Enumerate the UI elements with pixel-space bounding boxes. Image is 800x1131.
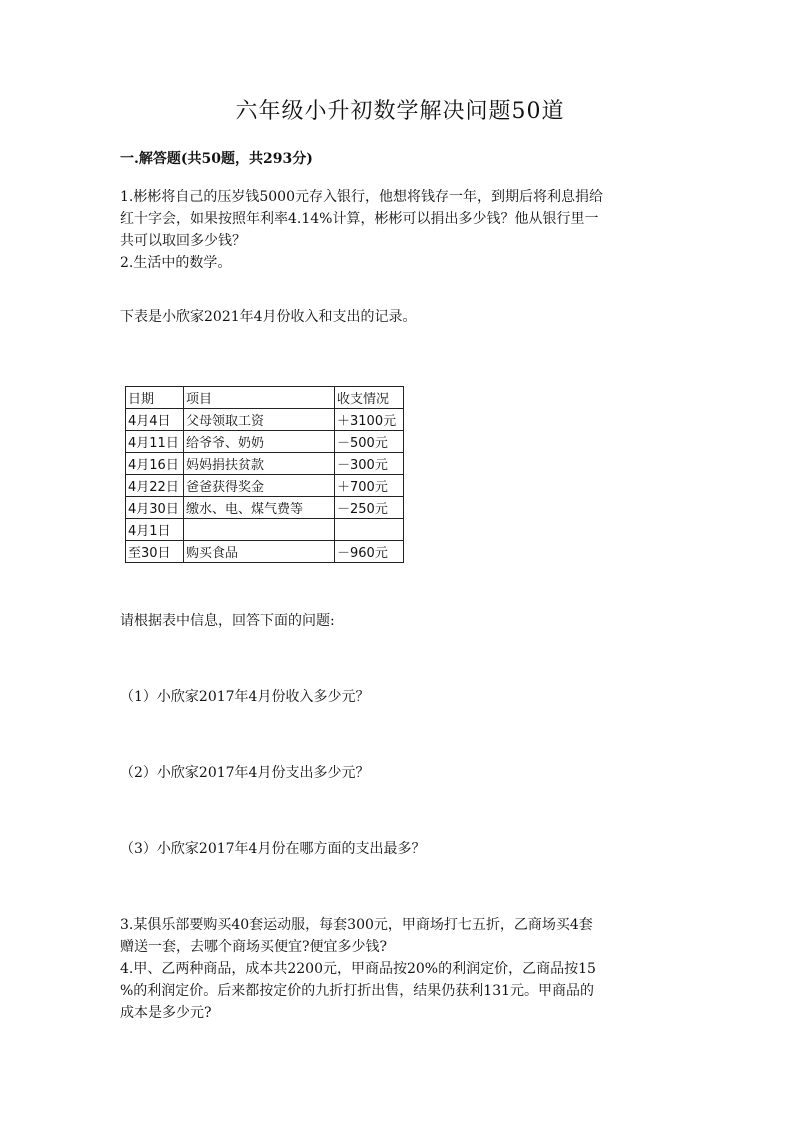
problem-3 bbox=[120, 914, 690, 1024]
table-row bbox=[126, 541, 404, 563]
cell-amount: －300元 bbox=[335, 453, 404, 475]
table-row bbox=[126, 475, 404, 497]
table-header-row bbox=[126, 387, 404, 409]
header-date: 日期 bbox=[126, 387, 184, 409]
cell-item: 父母领取工资 bbox=[184, 409, 335, 431]
cell-date: 4月16日 bbox=[126, 453, 184, 475]
problem-1-line: 共可以取回多少钱？ bbox=[120, 233, 246, 249]
problem-1-line: 红十字会，如果按照年利率4.14%计算，彬彬可以捐出多少钱？他从银行里一 bbox=[120, 211, 599, 227]
problem-4-line: %的利润定价。后来都按定价的九折打折出售，结果仍获利131元。甲商品的 bbox=[120, 983, 595, 999]
problem-4-line: 成本是多少元? bbox=[120, 1005, 212, 1021]
problem-2-title: 2.生活中的数学。 bbox=[120, 255, 232, 271]
table-row bbox=[126, 431, 404, 453]
table-row bbox=[126, 519, 404, 541]
cell-amount: －250元 bbox=[335, 497, 404, 519]
header-amount: 收支情况 bbox=[335, 387, 404, 409]
cell-item: 妈妈捐扶贫款 bbox=[184, 453, 335, 475]
cell-date: 4月11日 bbox=[126, 431, 184, 453]
cell-amount: －960元 bbox=[335, 541, 404, 563]
problem-2-prompt: 请根据表中信息，回答下面的问题: bbox=[120, 613, 335, 629]
cell-item bbox=[184, 519, 335, 541]
cell-date: 至30日 bbox=[126, 541, 184, 563]
cell-amount: ＋3100元 bbox=[335, 409, 404, 431]
sub-question-3: （3）小欣家2017年4月份在哪方面的支出最多？ bbox=[120, 841, 426, 857]
section-heading: 一.解答题(共50题，共293分) bbox=[120, 151, 313, 167]
cell-amount bbox=[335, 519, 404, 541]
income-expense-table-wrap bbox=[125, 386, 404, 563]
table-row bbox=[126, 497, 404, 519]
cell-item: 爸爸获得奖金 bbox=[184, 475, 335, 497]
income-expense-table bbox=[125, 386, 404, 563]
page-title: 六年级小升初数学解决问题50道 bbox=[235, 99, 565, 124]
cell-item: 缴水、电、煤气费等 bbox=[184, 497, 335, 519]
problem-3-line: 3.某俱乐部要购买40套运动服，每套300元，甲商场打七五折，乙商场买4套 bbox=[120, 917, 593, 933]
cell-item: 购买食品 bbox=[184, 541, 335, 563]
table-row bbox=[126, 409, 404, 431]
cell-amount: －500元 bbox=[335, 431, 404, 453]
header-item: 项目 bbox=[184, 387, 335, 409]
cell-date: 4月1日 bbox=[126, 519, 184, 541]
problem-3-line: 赠送一套，去哪个商场买便宜?便宜多少钱? bbox=[120, 939, 388, 955]
cell-amount: ＋700元 bbox=[335, 475, 404, 497]
cell-date: 4月22日 bbox=[126, 475, 184, 497]
cell-item: 给爷爷、奶奶 bbox=[184, 431, 335, 453]
problem-4-line: 4.甲、乙两种商品，成本共2200元，甲商品按20%的利润定价，乙商品按15 bbox=[120, 961, 596, 977]
cell-date: 4月4日 bbox=[126, 409, 184, 431]
problem-2-intro: 下表是小欣家2021年4月份收入和支出的记录。 bbox=[120, 309, 417, 325]
problem-1-line: 1.彬彬将自己的压岁钱5000元存入银行，他想将钱存一年，到期后将利息捐给 bbox=[120, 189, 603, 205]
problem-1 bbox=[120, 186, 690, 274]
table-row bbox=[126, 453, 404, 475]
cell-date: 4月30日 bbox=[126, 497, 184, 519]
sub-question-1: （1）小欣家2017年4月份收入多少元？ bbox=[120, 689, 370, 705]
sub-question-2: （2）小欣家2017年4月份支出多少元？ bbox=[120, 765, 370, 781]
